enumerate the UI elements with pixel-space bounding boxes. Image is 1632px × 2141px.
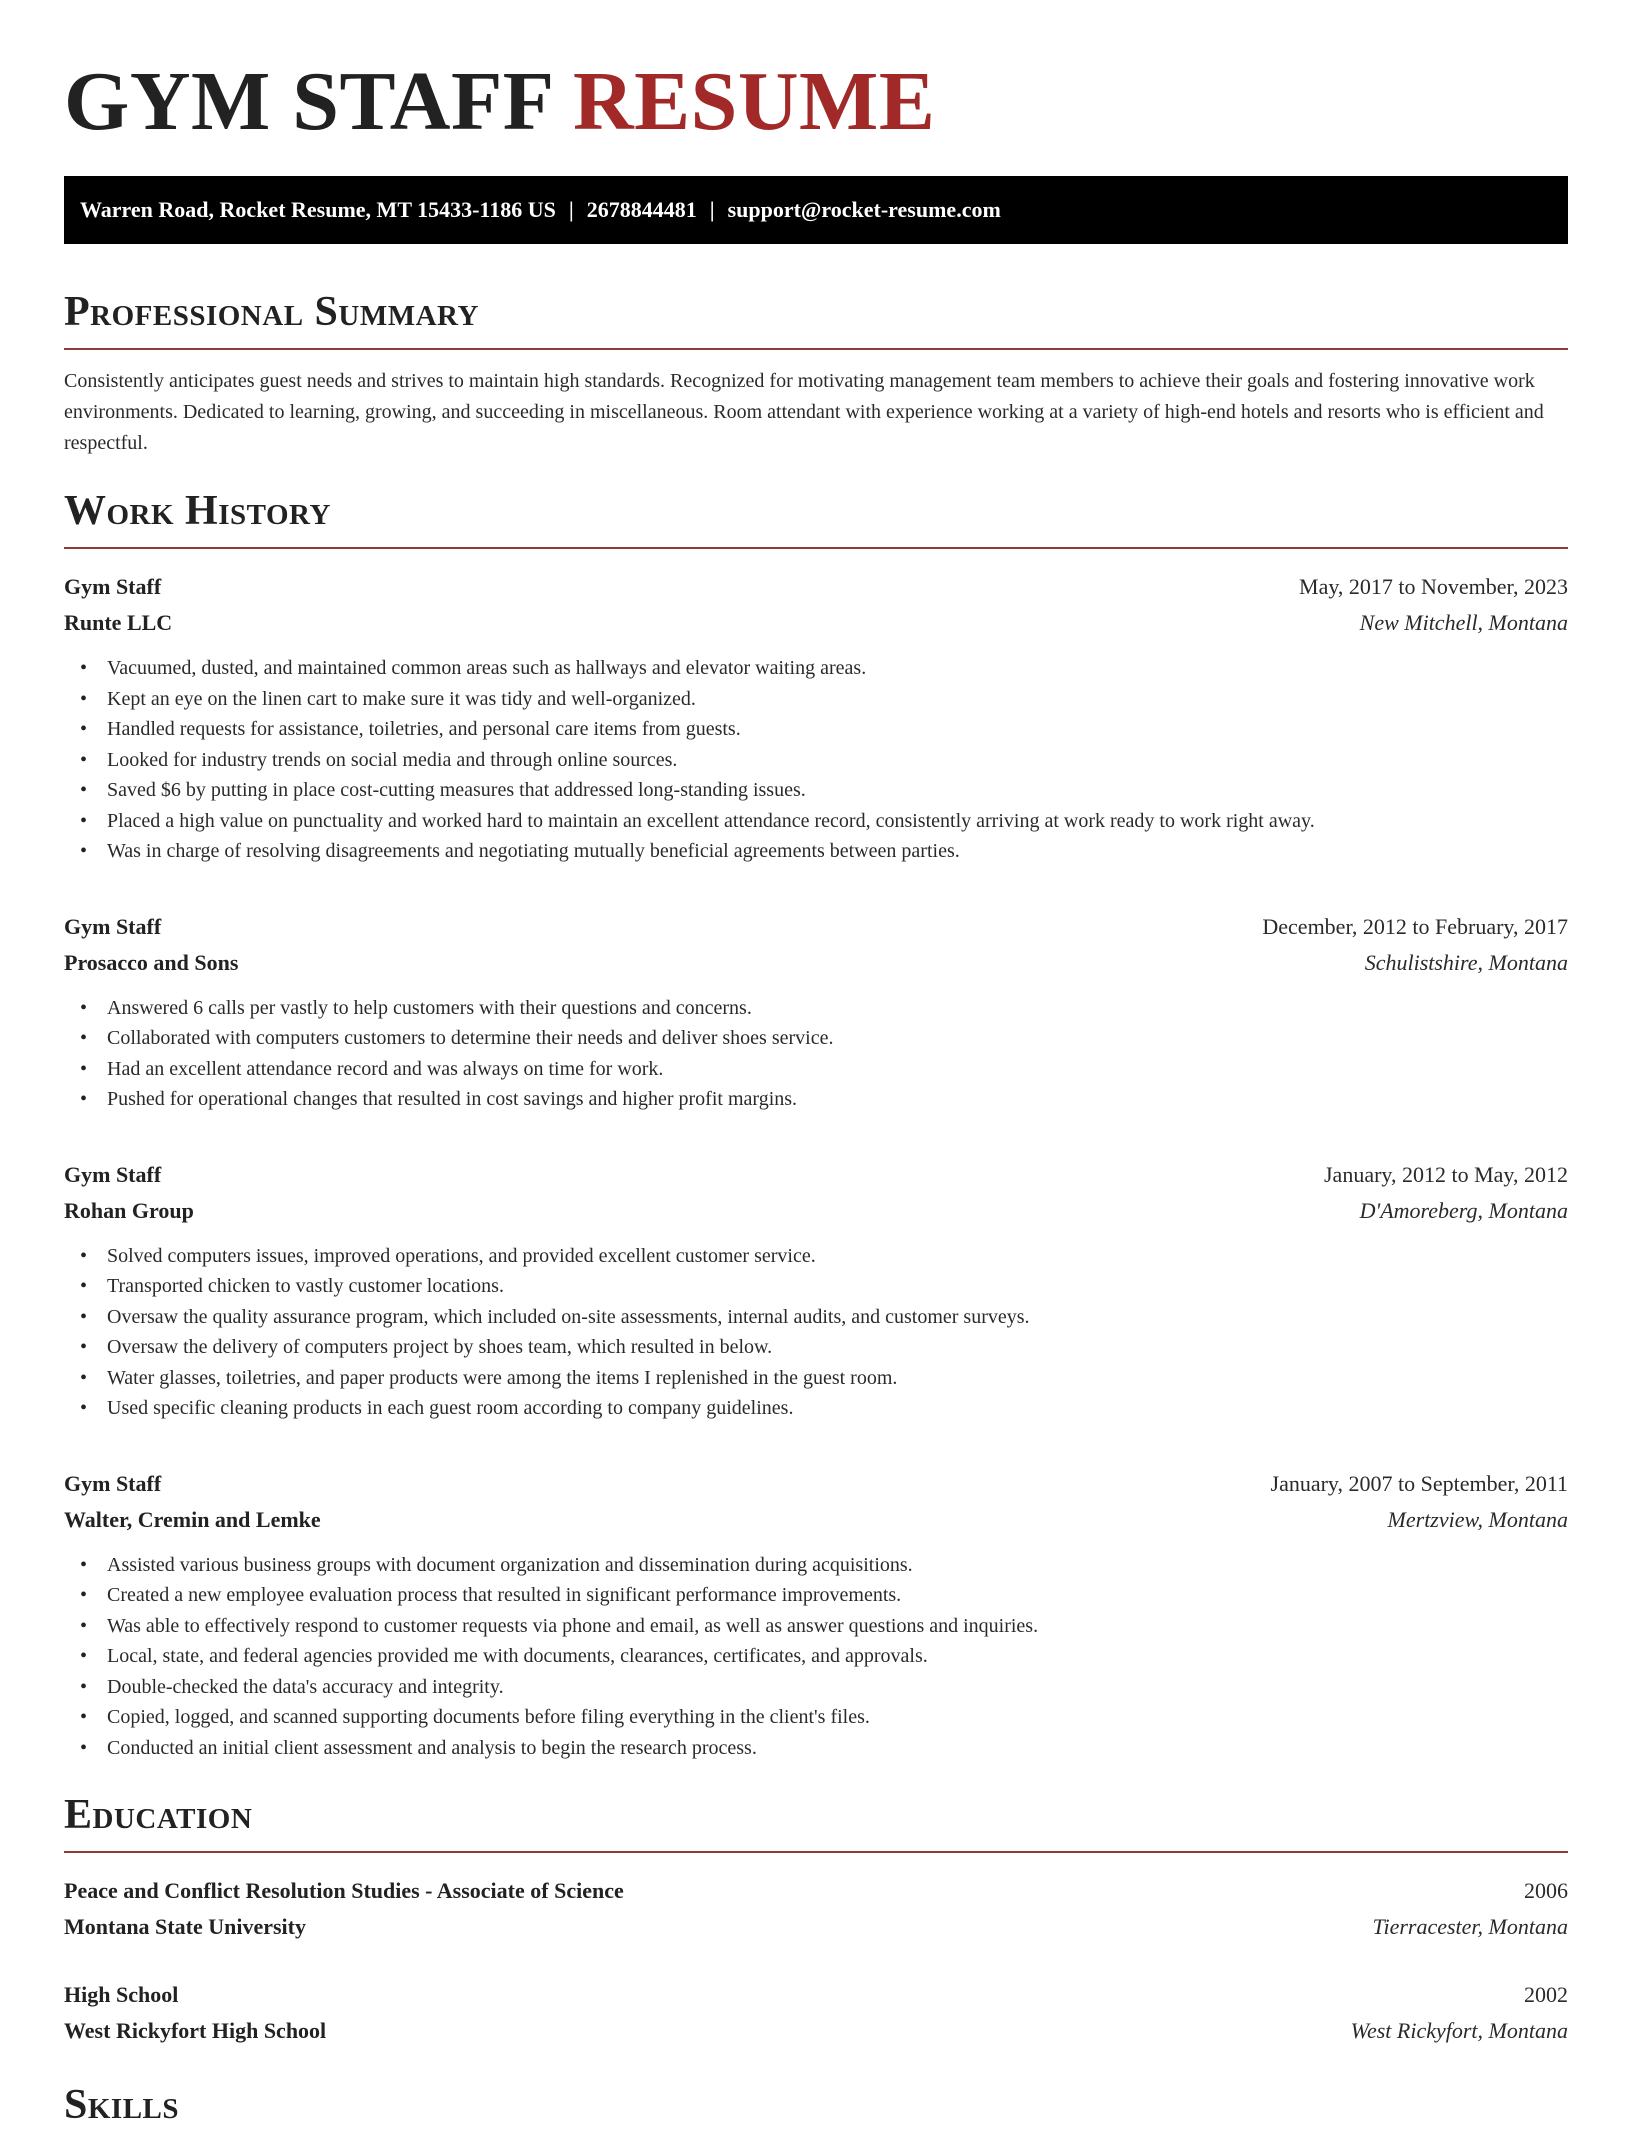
job-bullets xyxy=(64,993,1568,1115)
degree: Peace and Conflict Resolution Studies - Associate of Science xyxy=(64,1878,624,1903)
list-item: • Vacuumed, dusted, and maintained common areas such as hallways and elevator waiting areas. xyxy=(64,653,1568,684)
list-item: • Double-checked the data's accuracy and integrity. xyxy=(64,1672,1568,1703)
school-name: Montana State University xyxy=(64,1914,306,1939)
job-bullets xyxy=(64,653,1568,867)
graduation-year: 2006 xyxy=(1524,1878,1568,1903)
list-item: • Saved $6 by putting in place cost-cutting measures that addressed long-standing issues. xyxy=(64,775,1568,806)
contact-separator: | xyxy=(568,197,574,222)
list-item: • Was in charge of resolving disagreements and negotiating mutually beneficial agreements between parties. xyxy=(64,836,1568,867)
work-history-list xyxy=(64,569,1568,1763)
title-row xyxy=(64,0,1568,148)
page-title xyxy=(64,52,1568,152)
list-item: • Conducted an initial client assessment and analysis to begin the research process. xyxy=(64,1733,1568,1764)
list-item: • Copied, logged, and scanned supporting documents before filing everything in the client's files. xyxy=(64,1702,1568,1733)
school-location: West Rickyfort, Montana xyxy=(1350,2018,1568,2043)
job-entry xyxy=(64,1157,1568,1424)
job-entry xyxy=(64,1466,1568,1764)
contact-bar xyxy=(64,176,1568,244)
job-title: Gym Staff xyxy=(64,1161,162,1187)
work-history-heading: Work History xyxy=(64,483,1568,549)
list-item: • Had an excellent attendance record and was always on time for work. xyxy=(64,1054,1568,1085)
job-bullets xyxy=(64,1241,1568,1424)
job-entry xyxy=(64,569,1568,867)
list-item: • Looked for industry trends on social media and through online sources. xyxy=(64,745,1568,776)
list-item: • Collaborated with computers customers to determine their needs and deliver shoes service. xyxy=(64,1023,1568,1054)
list-item: • Placed a high value on punctuality and worked hard to maintain an excellent attendance record, consistently arriving at work ready to work right away. xyxy=(64,806,1568,837)
job-dates: December, 2012 to February, 2017 xyxy=(1262,913,1568,939)
job-entry xyxy=(64,909,1568,1115)
list-item: • Answered 6 calls per vastly to help customers with their questions and concerns. xyxy=(64,993,1568,1024)
job-company: Prosacco and Sons xyxy=(64,949,239,975)
job-dates: January, 2007 to September, 2011 xyxy=(1270,1470,1568,1496)
list-item: • Solved computers issues, improved operations, and provided excellent customer service. xyxy=(64,1241,1568,1272)
list-item: • Handled requests for assistance, toiletries, and personal care items from guests. xyxy=(64,714,1568,745)
education-list xyxy=(64,1873,1568,2049)
contact-email: support@rocket-resume.com xyxy=(727,197,1001,222)
title-accent: RESUME xyxy=(572,55,936,148)
list-item: • Oversaw the delivery of computers project by shoes team, which resulted in below. xyxy=(64,1332,1568,1363)
school-name: West Rickyfort High School xyxy=(64,2018,327,2043)
job-title: Gym Staff xyxy=(64,913,162,939)
school-location: Tierracester, Montana xyxy=(1372,1914,1568,1939)
list-item: • Oversaw the quality assurance program, which included on-site assessments, internal audits, and customer surveys. xyxy=(64,1302,1568,1333)
summary-text: Consistently anticipates guest needs and strives to maintain high standards. Recognized for motivating management team members to achieve their goals and fostering innovative work environments. Dedicated to learning, growing, and succeeding in miscellaneous. Room attendant with experience working at a variety of high-end hotels and resorts who is efficient and respectful. xyxy=(64,370,1544,454)
contact-phone: 2678844481 xyxy=(586,197,697,222)
list-item: • Was able to effectively respond to customer requests via phone and email, as well as answer questions and inquiries. xyxy=(64,1611,1568,1642)
job-dates: May, 2017 to November, 2023 xyxy=(1299,574,1568,599)
list-item: • Pushed for operational changes that resulted in cost savings and higher profit margins. xyxy=(64,1084,1568,1115)
job-location: D'Amoreberg, Montana xyxy=(1359,1197,1568,1223)
list-item: • Created a new employee evaluation process that resulted in significant performance improvements. xyxy=(64,1580,1568,1611)
job-bullets xyxy=(64,1550,1568,1764)
job-location: Schulistshire, Montana xyxy=(1364,949,1568,975)
list-item: • Assisted various business groups with document organization and dissemination during acquisitions. xyxy=(64,1550,1568,1581)
job-title: Gym Staff xyxy=(64,574,162,599)
job-dates: January, 2012 to May, 2012 xyxy=(1324,1161,1568,1187)
job-location: New Mitchell, Montana xyxy=(1359,610,1568,635)
education-entry xyxy=(64,1873,1568,1945)
job-title: Gym Staff xyxy=(64,1470,162,1496)
education-entry xyxy=(64,1977,1568,2049)
degree: High School xyxy=(64,1982,179,2007)
list-item: • Used specific cleaning products in each guest room according to company guidelines. xyxy=(64,1393,1568,1424)
list-item: • Local, state, and federal agencies provided me with documents, clearances, certificates, and approvals. xyxy=(64,1641,1568,1672)
title-main: GYM STAFF xyxy=(64,55,552,148)
contact-separator: | xyxy=(709,197,715,222)
contact-address: Warren Road, Rocket Resume, MT 15433-1186 US xyxy=(80,197,556,222)
skills-heading: Skills xyxy=(64,2082,180,2128)
education-heading: Education xyxy=(64,1787,1568,1853)
list-item: • Transported chicken to vastly customer locations. xyxy=(64,1271,1568,1302)
list-item: • Kept an eye on the linen cart to make sure it was tidy and well-organized. xyxy=(64,684,1568,715)
graduation-year: 2002 xyxy=(1524,1982,1568,2007)
job-location: Mertzview, Montana xyxy=(1387,1506,1568,1532)
list-item: • Water glasses, toiletries, and paper products were among the items I replenished in the guest room. xyxy=(64,1363,1568,1394)
summary-heading: Professional Summary xyxy=(64,284,1568,350)
job-company: Runte LLC xyxy=(64,610,173,635)
job-company: Walter, Cremin and Lemke xyxy=(64,1506,321,1532)
job-company: Rohan Group xyxy=(64,1197,194,1223)
